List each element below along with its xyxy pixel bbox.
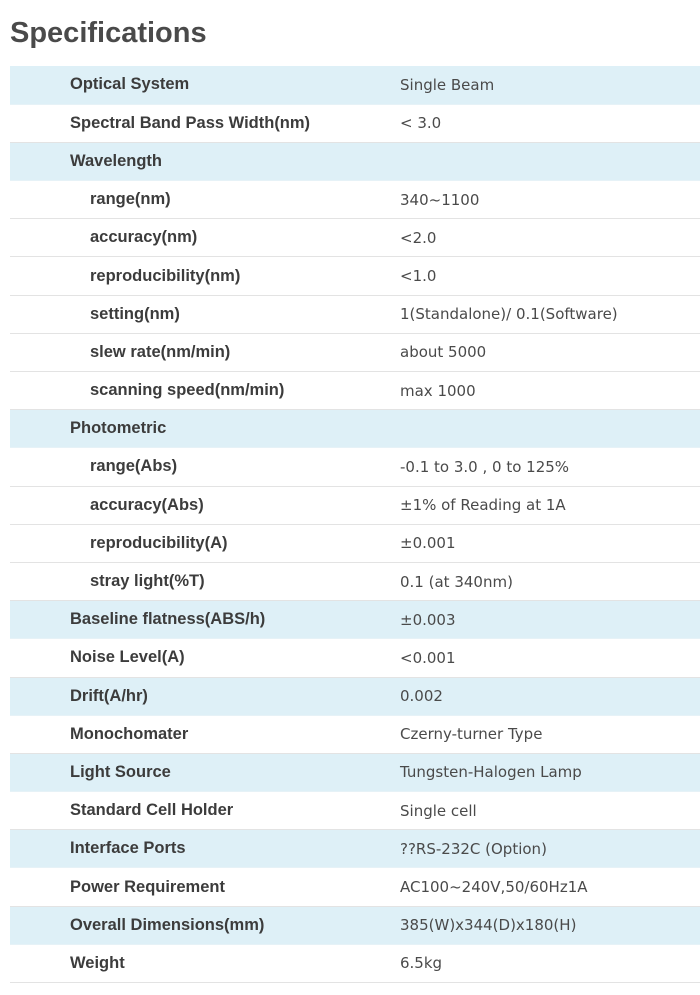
- spec-value: 0.1 (at 340nm): [390, 562, 700, 600]
- spec-value: ±0.001: [390, 524, 700, 562]
- spec-label: Overall Dimensions(mm): [10, 906, 390, 944]
- spec-row: [10, 448, 700, 486]
- spec-value: about 5000: [390, 333, 700, 371]
- spec-value: 385(W)x344(D)x180(H): [390, 906, 700, 944]
- spec-row: [10, 486, 700, 524]
- spec-label: Wavelength: [10, 142, 390, 180]
- spec-value: 340~1100: [390, 181, 700, 219]
- spec-row: [10, 410, 700, 448]
- spec-row: [10, 601, 700, 639]
- spec-value: AC100~240V,50/60Hz1A: [390, 868, 700, 906]
- spec-label: Standard Cell Holder: [10, 792, 390, 830]
- spec-value: ??RS-232C (Option): [390, 830, 700, 868]
- spec-value: Tungsten-Halogen Lamp: [390, 753, 700, 791]
- spec-label: Spectral Band Pass Width(nm): [10, 104, 390, 142]
- spec-row: [10, 944, 700, 982]
- spec-label: reproducibility(nm): [10, 257, 390, 295]
- spec-row: [10, 257, 700, 295]
- spec-label: setting(nm): [10, 295, 390, 333]
- spec-row: [10, 295, 700, 333]
- spec-value: 1(Standalone)/ 0.1(Software): [390, 295, 700, 333]
- spec-value: Single cell: [390, 792, 700, 830]
- spec-value: -0.1 to 3.0 , 0 to 125%: [390, 448, 700, 486]
- spec-row: [10, 868, 700, 906]
- spec-label: Noise Level(A): [10, 639, 390, 677]
- spec-label: stray light(%T): [10, 562, 390, 600]
- spec-row: [10, 219, 700, 257]
- spec-value: max 1000: [390, 372, 700, 410]
- spec-label: Photometric: [10, 410, 390, 448]
- spec-row: [10, 142, 700, 180]
- spec-label: Power Requirement: [10, 868, 390, 906]
- spec-row: [10, 792, 700, 830]
- specifications-table-body: [10, 66, 700, 983]
- spec-value: ±0.003: [390, 601, 700, 639]
- spec-row: [10, 562, 700, 600]
- spec-value: < 3.0: [390, 104, 700, 142]
- spec-row: [10, 66, 700, 104]
- spec-value: <2.0: [390, 219, 700, 257]
- spec-value: 6.5kg: [390, 944, 700, 982]
- spec-row: [10, 906, 700, 944]
- spec-row: [10, 830, 700, 868]
- spec-label: Interface Ports: [10, 830, 390, 868]
- spec-row: [10, 677, 700, 715]
- spec-label: accuracy(nm): [10, 219, 390, 257]
- spec-label: Light Source: [10, 753, 390, 791]
- spec-label: Monochomater: [10, 715, 390, 753]
- page-title: Specifications: [10, 17, 207, 49]
- spec-label: accuracy(Abs): [10, 486, 390, 524]
- spec-row: [10, 104, 700, 142]
- spec-row: [10, 333, 700, 371]
- spec-label: slew rate(nm/min): [10, 333, 390, 371]
- spec-value: [390, 142, 700, 180]
- spec-label: reproducibility(A): [10, 524, 390, 562]
- spec-label: Optical System: [10, 66, 390, 104]
- spec-row: [10, 181, 700, 219]
- specifications-table: [10, 66, 700, 983]
- spec-label: range(Abs): [10, 448, 390, 486]
- spec-label: scanning speed(nm/min): [10, 372, 390, 410]
- spec-row: [10, 753, 700, 791]
- spec-row: [10, 715, 700, 753]
- spec-value: Czerny-turner Type: [390, 715, 700, 753]
- spec-label: Baseline flatness(ABS/h): [10, 601, 390, 639]
- spec-value: 0.002: [390, 677, 700, 715]
- spec-value: ±1% of Reading at 1A: [390, 486, 700, 524]
- spec-label: Weight: [10, 944, 390, 982]
- spec-row: [10, 639, 700, 677]
- spec-label: range(nm): [10, 181, 390, 219]
- spec-label: Drift(A/hr): [10, 677, 390, 715]
- spec-value: <0.001: [390, 639, 700, 677]
- spec-value: [390, 410, 700, 448]
- spec-value: <1.0: [390, 257, 700, 295]
- spec-value: Single Beam: [390, 66, 700, 104]
- spec-row: [10, 372, 700, 410]
- spec-row: [10, 524, 700, 562]
